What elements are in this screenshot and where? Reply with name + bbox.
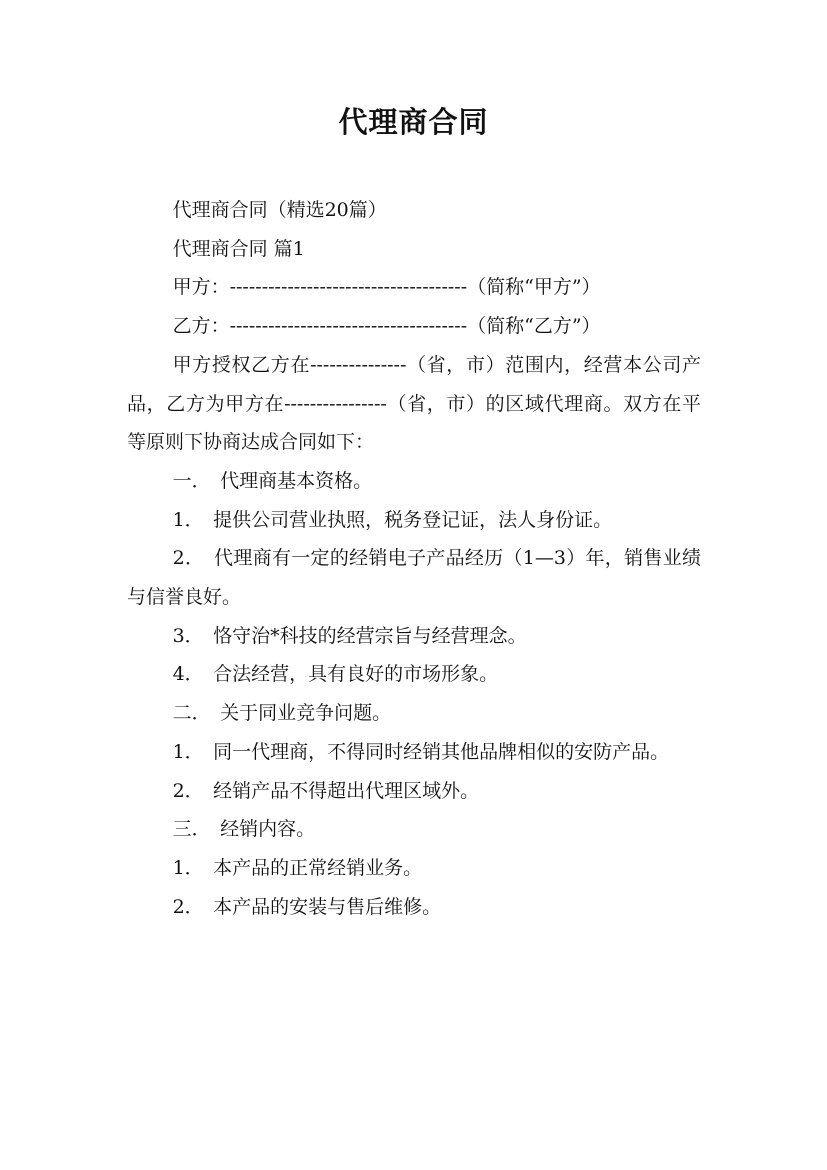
paragraph-authorization: 甲方授权乙方在---------------（省，市）范围内，经营本公司产品，乙方为甲方在----------------（省，市）的区域代理商。双方在平等原则下协商达成合同如下： — [127, 353, 701, 454]
document-title: 代理商合同 — [338, 105, 489, 139]
clause-item: 1． 提供公司营业执照，税务登记证，法人身份证。 — [172, 508, 613, 531]
clause-item: 2． 本产品的安装与售后维修。 — [172, 895, 442, 918]
paragraph-subtitle: 代理商合同（精选20篇） — [172, 199, 387, 221]
clause-item: 2． 经销产品不得超出代理区域外。 — [172, 779, 480, 802]
clause-heading-3: 三． 经销内容。 — [172, 818, 316, 841]
clause-heading-2: 二． 关于同业竞争问题。 — [172, 702, 392, 725]
clause-item: 1． 同一代理商，不得同时经销其他品牌相似的安防产品。 — [172, 740, 670, 763]
clause-item: 2． 代理商有一定的经销电子产品经历（1—3）年，销售业绩与信誉良好。 — [127, 547, 701, 609]
clause-heading-1: 一． 代理商基本资格。 — [172, 469, 373, 492]
paragraph-party-a: 甲方：-------------------------------------（简称“甲方”） — [172, 276, 601, 299]
paragraph-section-heading: 代理商合同 篇1 — [172, 237, 305, 260]
clause-item: 3． 恪守治*科技的经营宗旨与经营理念。 — [172, 624, 527, 647]
clause-item: 4． 合法经营，具有良好的市场形象。 — [172, 663, 499, 686]
clause-item: 1． 本产品的正常经销业务。 — [172, 856, 423, 879]
document-body — [127, 191, 701, 926]
paragraph-party-b: 乙方：-------------------------------------（简称“乙方”） — [172, 315, 601, 338]
